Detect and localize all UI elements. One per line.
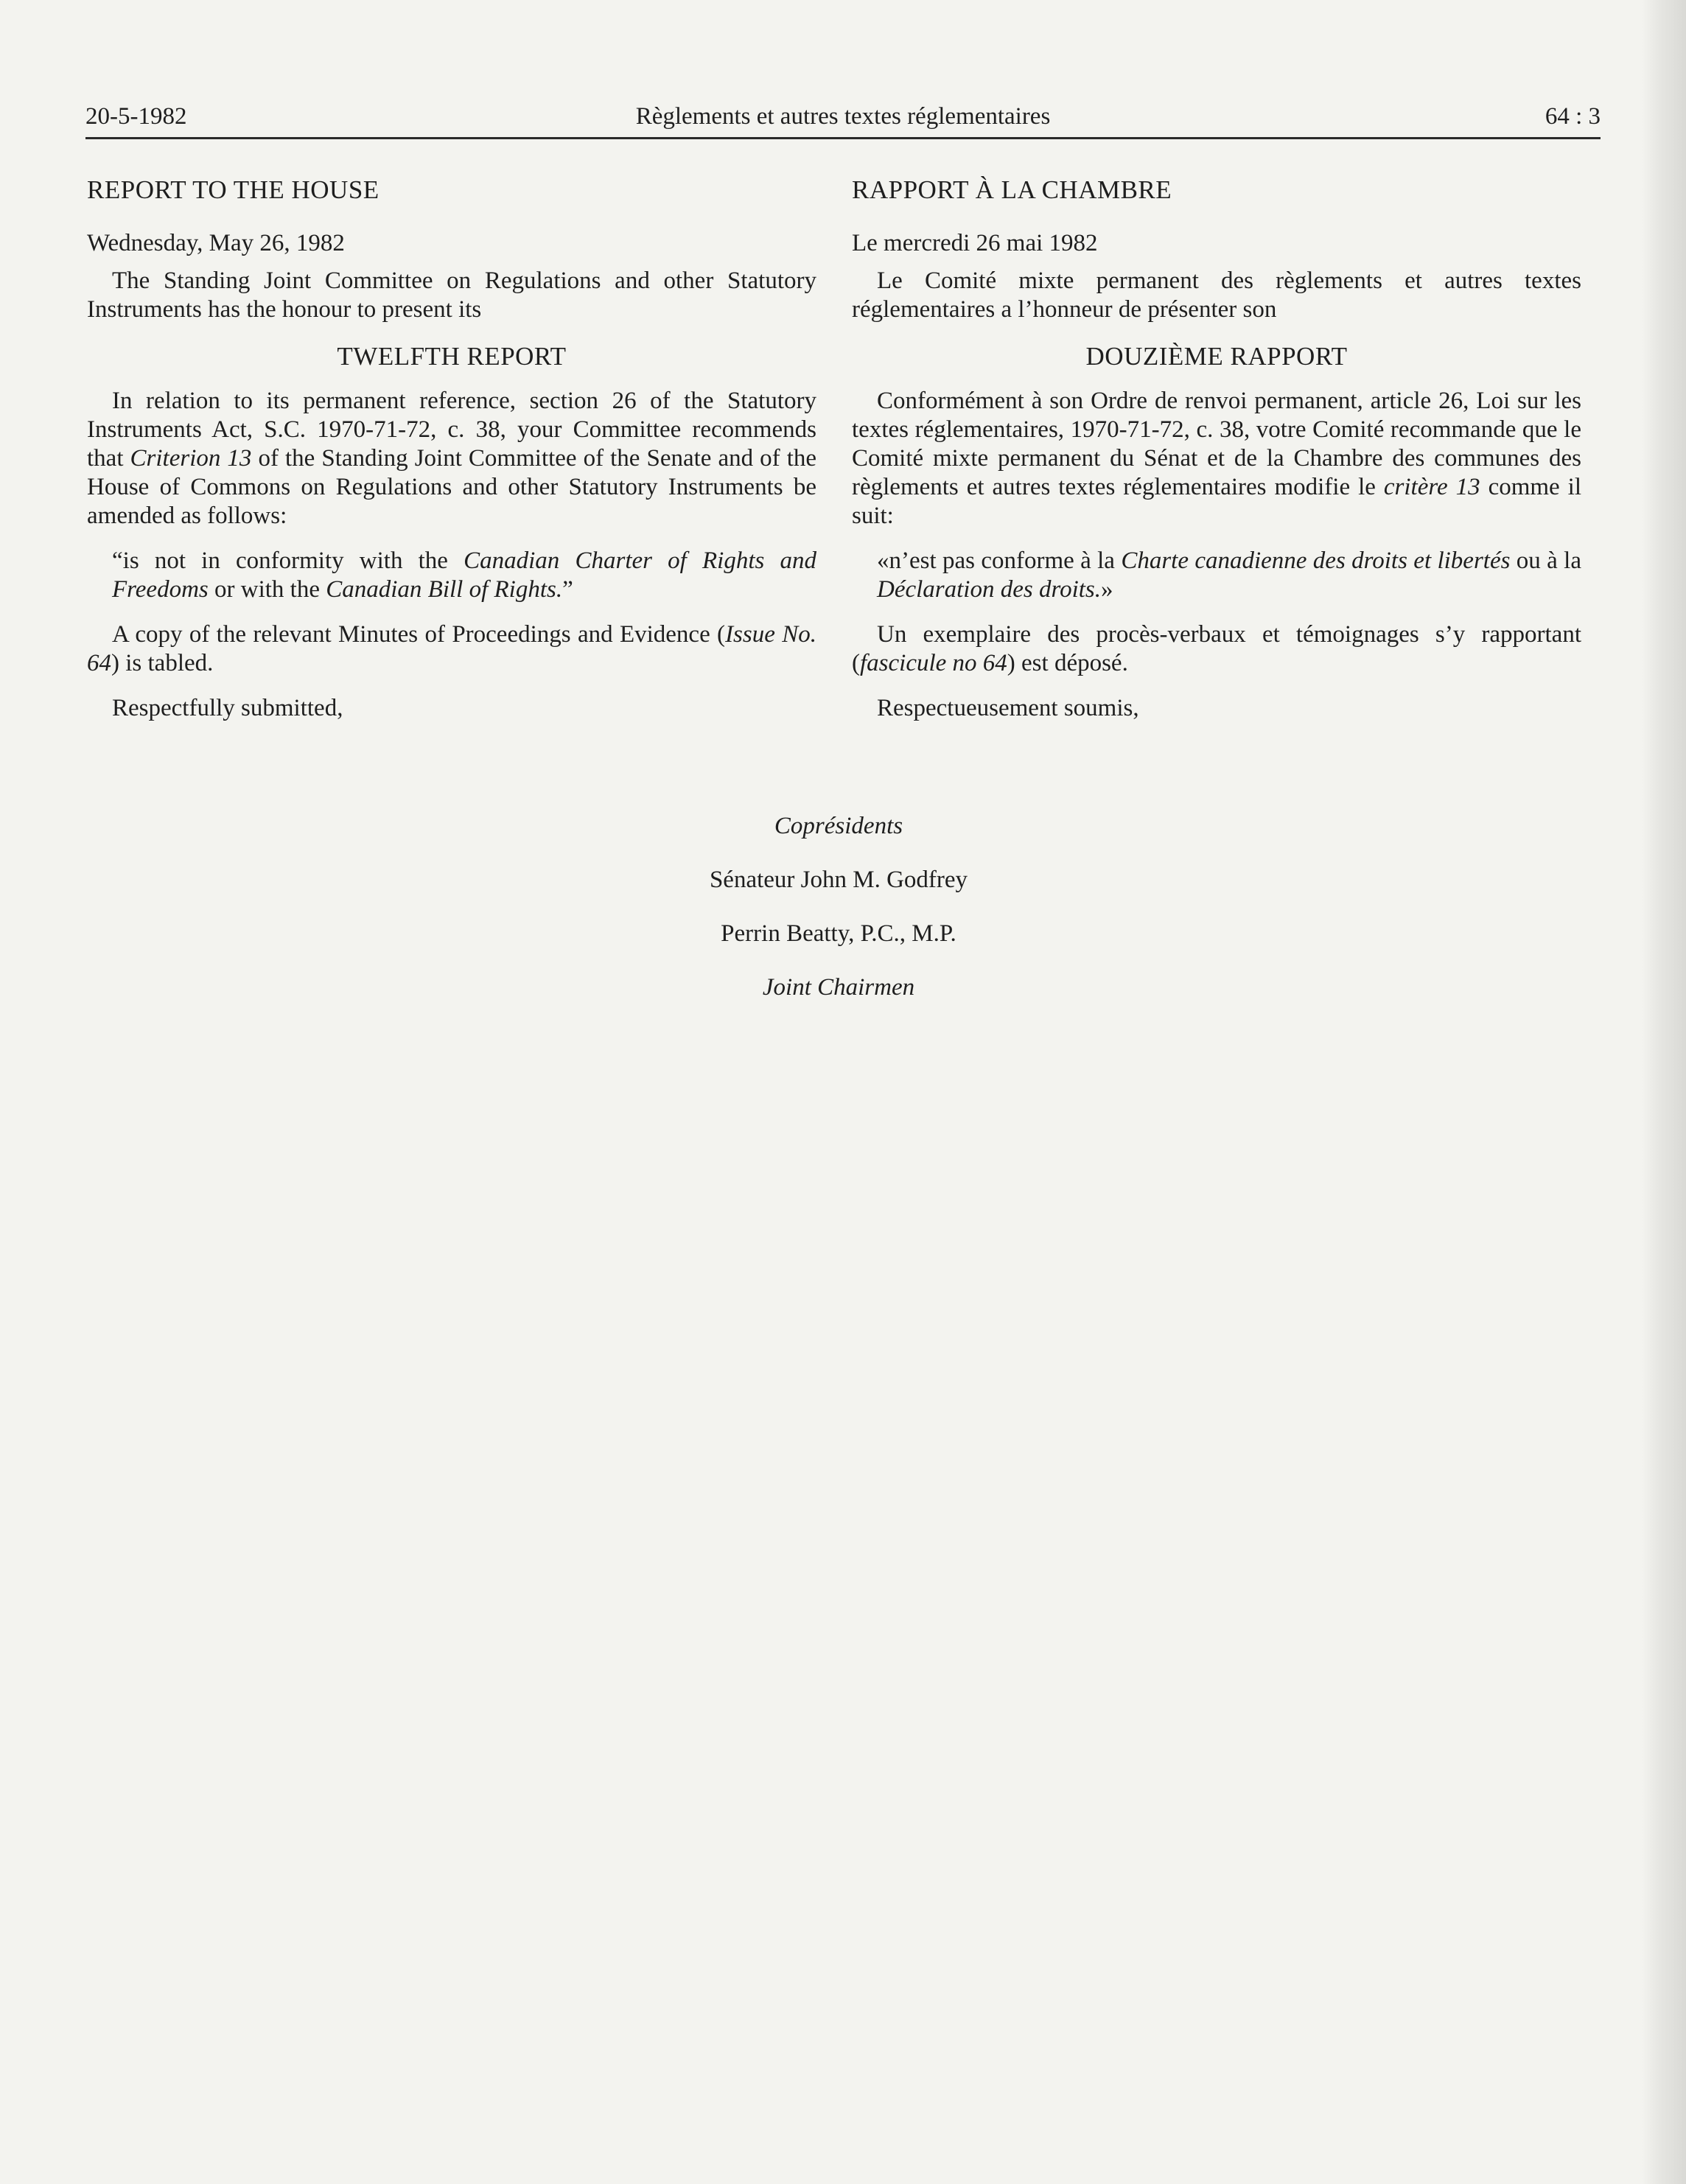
header-title: Règlements et autres textes réglementaires <box>635 103 1051 130</box>
copresidents-label: Coprésidents <box>774 813 903 839</box>
english-quote-text-2: or with the <box>208 576 326 603</box>
french-para-text-2: comme il suit: <box>852 474 1582 529</box>
french-charte-title: Charte canadienne des droits et libertés <box>1121 547 1511 574</box>
english-quote-close: ” <box>562 576 573 603</box>
french-copy-deposited <box>852 620 1581 678</box>
english-para-text-2: of the Standing Joint Committee of the Senate and of the House of Commons on Regulations and other Statutory Instruments be amended as follows: <box>87 445 817 529</box>
page-edge-shadow <box>1642 0 1686 2184</box>
english-heading: REPORT TO THE HOUSE <box>87 175 379 204</box>
french-quote-text: «n’est pas conforme à la <box>877 547 1122 574</box>
french-date: Le mercredi 26 mai 1982 <box>852 230 1098 256</box>
french-heading: RAPPORT À LA CHAMBRE <box>852 175 1172 204</box>
french-fascicule-number: fascicule no 64 <box>860 650 1007 676</box>
header-page-number: 64 : 3 <box>1545 103 1601 130</box>
english-bill-title: Canadian Bill of Rights. <box>326 576 563 603</box>
english-report-title: TWELFTH REPORT <box>337 342 567 371</box>
english-charter-title: Canadian Charter of Rights and Freedoms <box>112 547 816 603</box>
english-issue-number: Issue No. 64 <box>87 621 816 676</box>
signature-block <box>87 812 1590 1002</box>
english-copy-text-2: ) is tabled. <box>111 650 214 676</box>
header-rule <box>85 137 1601 139</box>
french-column <box>852 175 1581 723</box>
french-copy-text: Un exemplaire des procès-verbaux et témoignages s’y rapportant ( <box>852 621 1581 676</box>
french-copy-text-2: ) est déposé. <box>1007 650 1128 676</box>
english-copy-text: A copy of the relevant Minutes of Proceedings and Evidence ( <box>112 621 726 648</box>
english-para-text: In relation to its permanent reference, section 26 of the Statutory Instruments Act, S.C. 1970-71-72, c. 38, your Committee recommends that <box>87 388 816 472</box>
english-date: Wednesday, May 26, 1982 <box>87 230 345 256</box>
french-para-text: Conformément à son Ordre de renvoi permanent, article 26, Loi sur les textes réglementaires, 1970-71-72, c. 38, votre Comité recommande que le Comité mixte permanent du Sénat et de la Chambre des communes des règlements et autres textes réglementaires modifie le <box>852 388 1581 500</box>
french-quote-close: » <box>1101 576 1113 603</box>
english-criterion: Criterion 13 <box>130 445 252 472</box>
running-header <box>85 103 1601 139</box>
signatory-senator: Sénateur John M. Godfrey <box>709 867 968 893</box>
english-intro: The Standing Joint Committee on Regulations and other Statutory Instruments has the honour to present its <box>87 267 816 323</box>
english-quote <box>87 547 816 604</box>
signatory-mp: Perrin Beatty, P.C., M.P. <box>721 920 956 947</box>
french-quote <box>852 547 1581 604</box>
english-copy-tabled <box>87 620 816 678</box>
french-report-title: DOUZIÈME RAPPORT <box>1085 342 1348 371</box>
french-intro: Le Comité mixte permanent des règlements et autres textes réglementaires a l’honneur de présenter son <box>852 267 1581 323</box>
english-paragraph <box>87 387 816 531</box>
french-paragraph <box>852 387 1581 531</box>
english-quote-text: “is not in conformity with the <box>112 547 464 574</box>
english-column <box>87 175 816 723</box>
french-closing: Respectueusement soumis, <box>877 695 1139 721</box>
english-closing: Respectfully submitted, <box>112 695 343 721</box>
joint-chairmen-label: Joint Chairmen <box>762 974 915 1001</box>
header-date: 20-5-1982 <box>85 103 187 130</box>
french-declaration-title: Déclaration des droits. <box>877 576 1102 603</box>
french-quote-text-2: ou à la <box>1510 547 1581 574</box>
french-critere: critère 13 <box>1383 474 1480 500</box>
